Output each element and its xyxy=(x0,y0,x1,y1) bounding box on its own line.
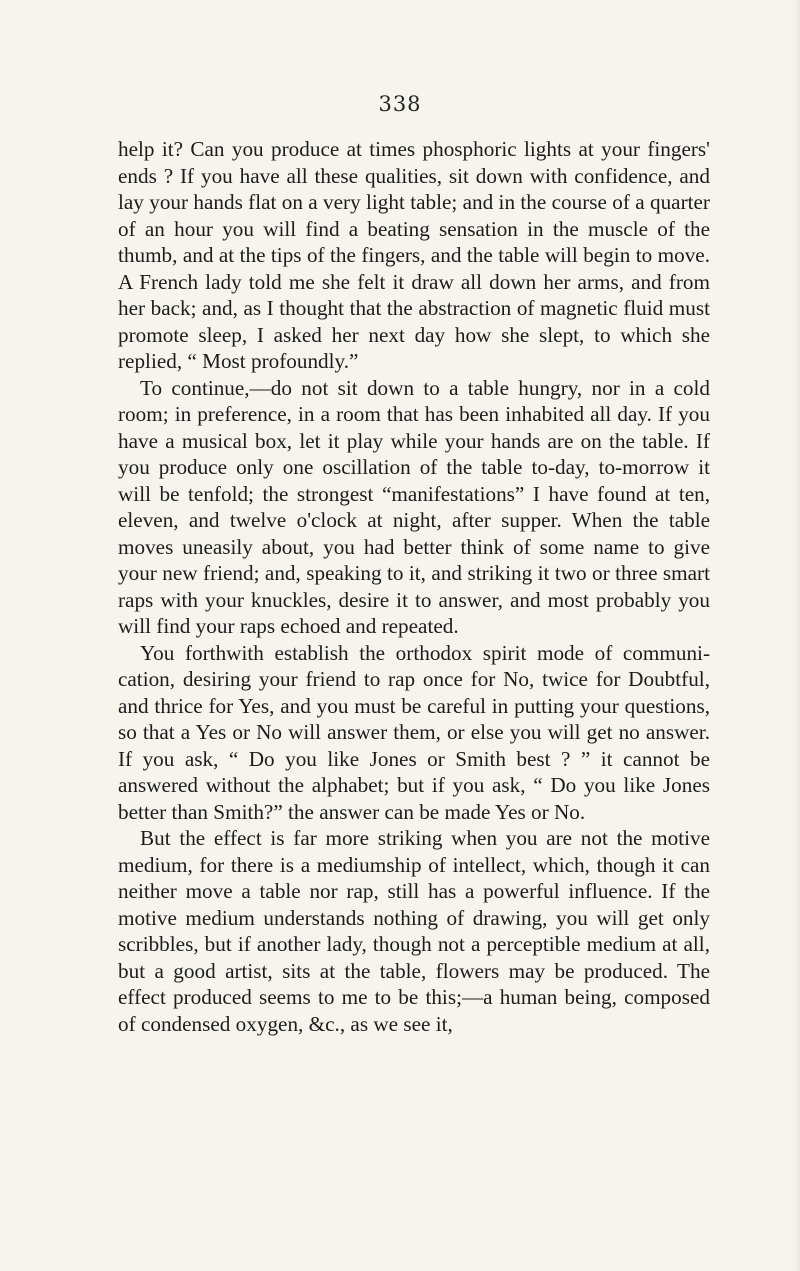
paragraph-4: But the effect is far more striking when you are not the motive medium, for there is a mediumship of intellect, which, though it can neither move a table nor rap, still has a powerful influence. If the motive medium understands nothing of drawing, you will get only scribbles, but if another lady, though not a perceptible medium at all, but a good artist, sits at the table, flowers may be produced. The effect produced seems to me to be this;—a human being, composed of condensed oxygen, &c., as we see it, xyxy=(118,826,710,1036)
page-edge-shadow xyxy=(794,0,800,1271)
page-number: 338 xyxy=(378,92,422,116)
paragraph-3: You forthwith establish the orthodox spirit mode of communication, desiring your friend to rap once for No, twice for Doubtful, and thrice for Yes, and you must be careful in putting your questions, so that a Yes or No will answer them, or else you will get no answer. If you ask, “ Do you like Jones or Smith best ? ” it cannot be answered without the alphabet; but if you ask, “ Do you like Jones better than Smith?” the answer can be made Yes or No. xyxy=(118,640,710,824)
paragraph-1: help it? Can you produce at times phosphoric lights at your fingers' ends ? If you have all these qualities, sit down with confidence, and lay your hands flat on a very light table; and in the course of a quarter of an hour you will find a beating sensation in the muscle of the thumb, and at the tips of the fingers, and the table will begin to move. A French lady told me she felt it draw all down her arms, and from her back; and, as I thought that the abstraction of magnetic fluid must promote sleep, I asked her next day how she slept, to which she replied, “ Most profoundly.” xyxy=(118,137,710,373)
page-body-text xyxy=(118,136,710,1037)
paragraph-2: To continue,—do not sit down to a table hungry, nor in a cold room; in preference, in a room that has been inhabited all day. If you have a musical box, let it play while your hands are on the table. If you produce only one oscillation of the table to-day, to-morrow it will be tenfold; the strongest “manifestations” I have found at ten, eleven, and twelve o'clock at night, after supper. When the table moves uneasily about, you had better think of some name to give your new friend; and, speaking to it, and striking it two or three smart raps with your knuckles, desire it to answer, and most probably you will find your raps echoed and repeated. xyxy=(118,375,710,638)
